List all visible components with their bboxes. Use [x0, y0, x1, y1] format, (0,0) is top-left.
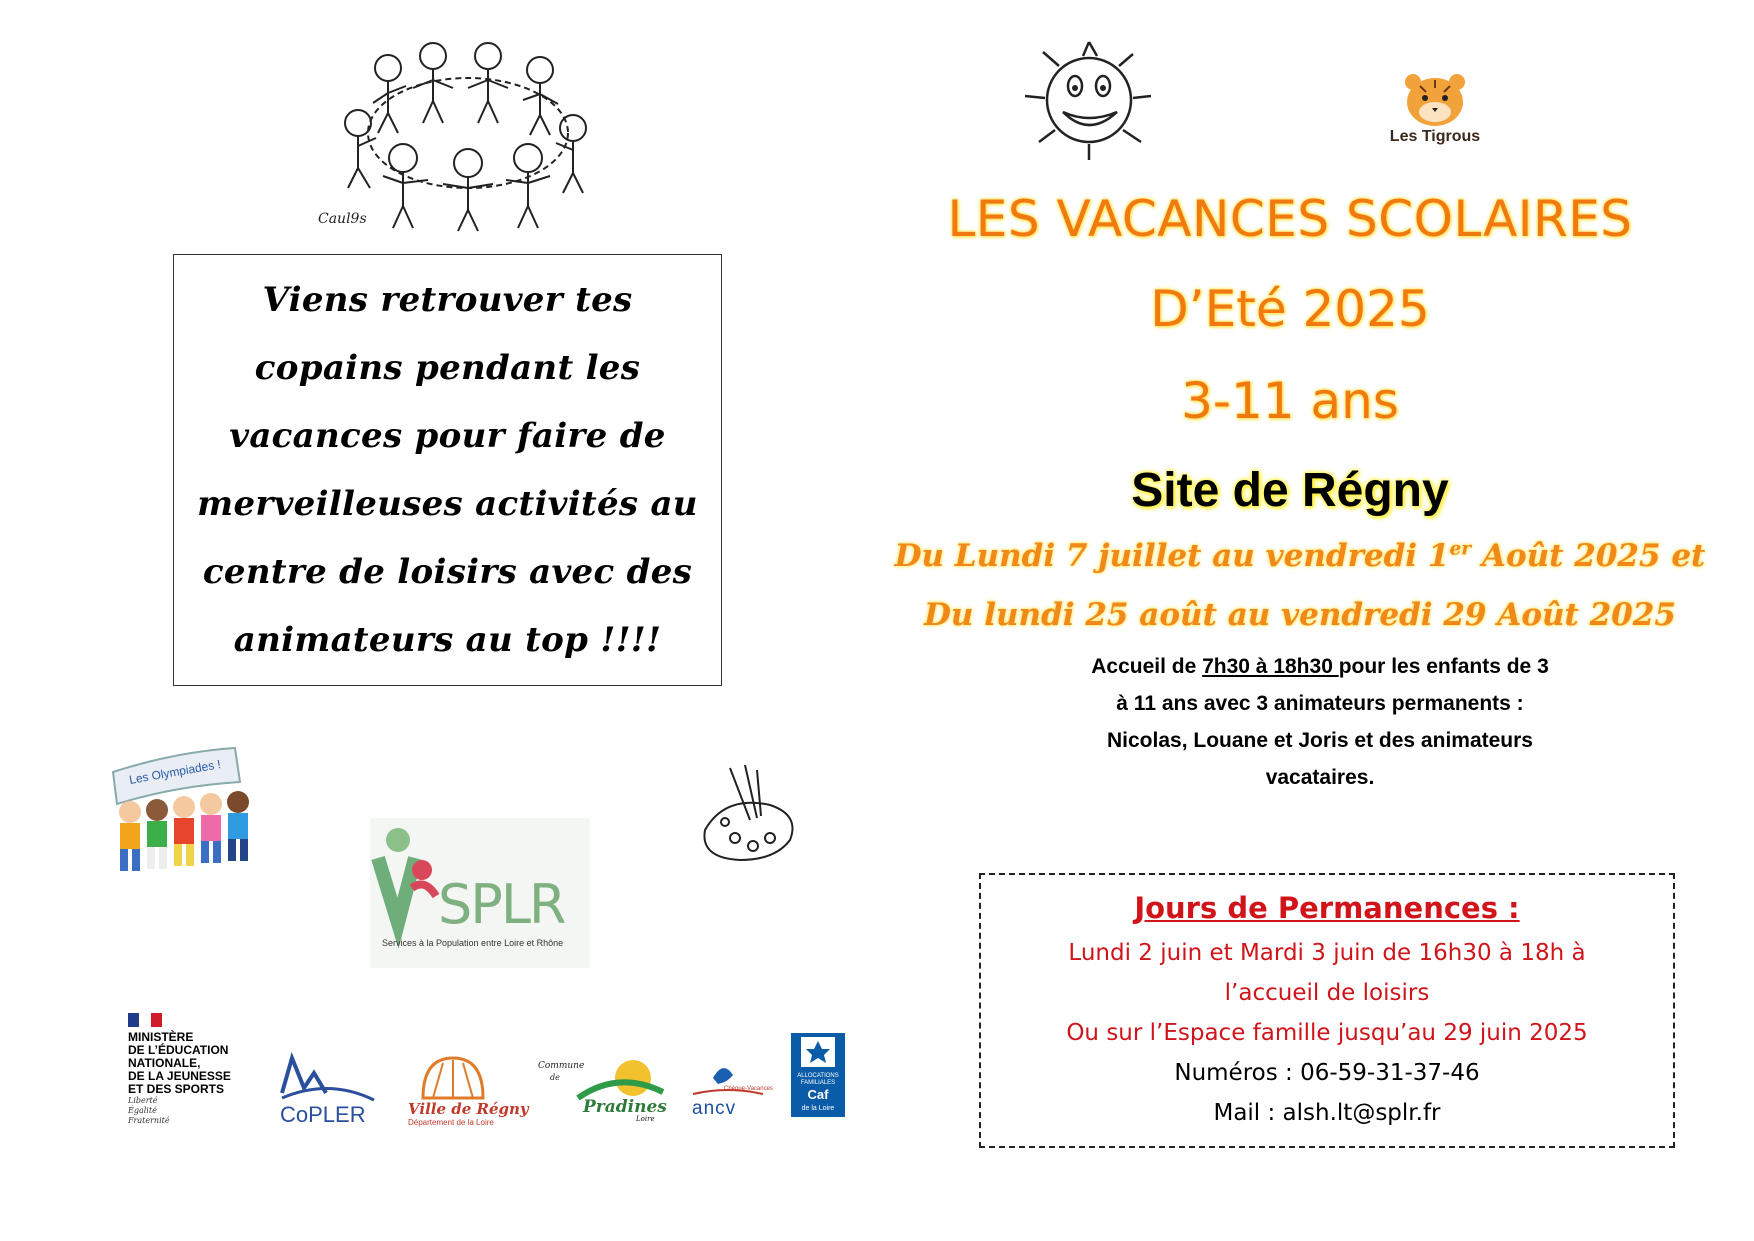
- caf-line: de la Loire: [801, 1105, 835, 1112]
- dates-text: Du Lundi 7 juillet au vendredi 1: [894, 538, 1450, 574]
- olympiades-illustration: [105, 742, 263, 882]
- permanences-line: Ou sur l’Espace famille jusqu’au 29 juin 2025: [1066, 1020, 1588, 1046]
- accueil-text: pour les enfants de 3: [1338, 655, 1549, 678]
- email-address[interactable]: Mail : alsh.lt@splr.fr: [1213, 1100, 1441, 1126]
- ministere-motto: Égalité: [128, 1106, 157, 1115]
- intro-line: animateurs au top !!!!: [233, 620, 662, 660]
- copler-logo: [274, 1048, 382, 1128]
- accueil-line: Nicolas, Louane et Joris et des animateurs: [1107, 729, 1533, 752]
- accueil-hours: 7h30 à 18h30: [1202, 655, 1339, 678]
- regny-text: Ville de Régny: [408, 1100, 529, 1118]
- permanences-line: Lundi 2 juin et Mardi 3 juin de 16h30 à 18h à: [1068, 940, 1586, 966]
- olympiades-label: Les Olympiades !: [128, 757, 222, 787]
- pradines-logo: [538, 1050, 668, 1122]
- caf-line: Caf: [807, 1087, 829, 1102]
- site-name: Site de Régny: [1131, 464, 1449, 517]
- intro-line: vacances pour faire de: [229, 416, 666, 456]
- splr-tagline: Services à la Population entre Loire et Rhône: [382, 938, 564, 948]
- age-range: 3-11 ans: [1181, 372, 1399, 430]
- marianne-flag-icon: [128, 1013, 162, 1027]
- dates-text: Août 2025 et: [1471, 538, 1706, 574]
- dates-superscript: er: [1449, 538, 1472, 560]
- children-circle-illustration: [318, 38, 608, 233]
- smiling-sun-drawing: [1013, 34, 1169, 164]
- intro-message-box: [173, 254, 722, 686]
- phone-number: Numéros : 06-59-31-37-46: [1174, 1060, 1480, 1086]
- permanences-title: Jours de Permanences :: [1134, 891, 1520, 925]
- accueil-line: à 11 ans avec 3 animateurs permanents :: [1116, 692, 1524, 715]
- caf-line: FAMILIALES: [800, 1080, 836, 1086]
- tigrous-label: Les Tigrous: [1389, 128, 1481, 145]
- intro-line: merveilleuses activités au: [197, 484, 698, 524]
- ministere-line: MINISTÈRE: [128, 1030, 194, 1044]
- page-subtitle: D’Eté 2025: [1150, 280, 1430, 338]
- ministere-motto: Fraternité: [128, 1116, 170, 1125]
- intro-line: Viens retrouver tes: [262, 280, 633, 320]
- pradines-top: Commune: [538, 1061, 585, 1071]
- permanences-line: l’accueil de loisirs: [1224, 980, 1430, 1006]
- accueil-info: [1010, 648, 1630, 796]
- ministere-motto: Liberté: [128, 1096, 158, 1105]
- ministere-logo: [128, 1012, 248, 1132]
- pradines-de: de: [550, 1073, 560, 1082]
- dates-line-2: Du lundi 25 août au vendredi 29 Août 2025: [924, 597, 1676, 633]
- intro-line: copains pendant les: [254, 348, 641, 388]
- ministere-line: NATIONALE,: [128, 1056, 201, 1070]
- ancv-logo: [688, 1060, 773, 1120]
- ancv-text: ancv: [692, 1098, 737, 1119]
- permanences-box: [979, 873, 1675, 1148]
- copler-text: CoPLER: [280, 1102, 366, 1127]
- caf-logo: [791, 1033, 845, 1117]
- paint-palette-drawing: [695, 760, 805, 870]
- accueil-text: Accueil de: [1091, 655, 1203, 678]
- ville-de-regny-logo: [398, 1048, 529, 1128]
- page-title: LES VACANCES SCOLAIRES: [947, 190, 1633, 248]
- dates-line-1: [860, 538, 1740, 574]
- splr-logo: [370, 818, 590, 968]
- ministere-line: DE LA JEUNESSE: [128, 1069, 231, 1083]
- caf-line: ALLOCATIONS: [797, 1073, 839, 1079]
- regny-sub: Département de la Loire: [408, 1118, 494, 1127]
- pradines-text: Pradines: [583, 1097, 667, 1117]
- pradines-sub: Loire: [636, 1115, 655, 1123]
- ancv-sub: Chèque-Vacances: [724, 1086, 773, 1092]
- ministere-line: DE L’ÉDUCATION: [128, 1043, 229, 1057]
- accueil-line: vacataires.: [1265, 766, 1375, 789]
- accueil-line: [1010, 648, 1630, 685]
- artist-signature: Caul9s: [318, 211, 367, 227]
- intro-line: centre de loisirs avec des: [202, 552, 693, 592]
- ministere-line: ET DES SPORTS: [128, 1082, 225, 1096]
- splr-letters: SPLR: [438, 873, 565, 936]
